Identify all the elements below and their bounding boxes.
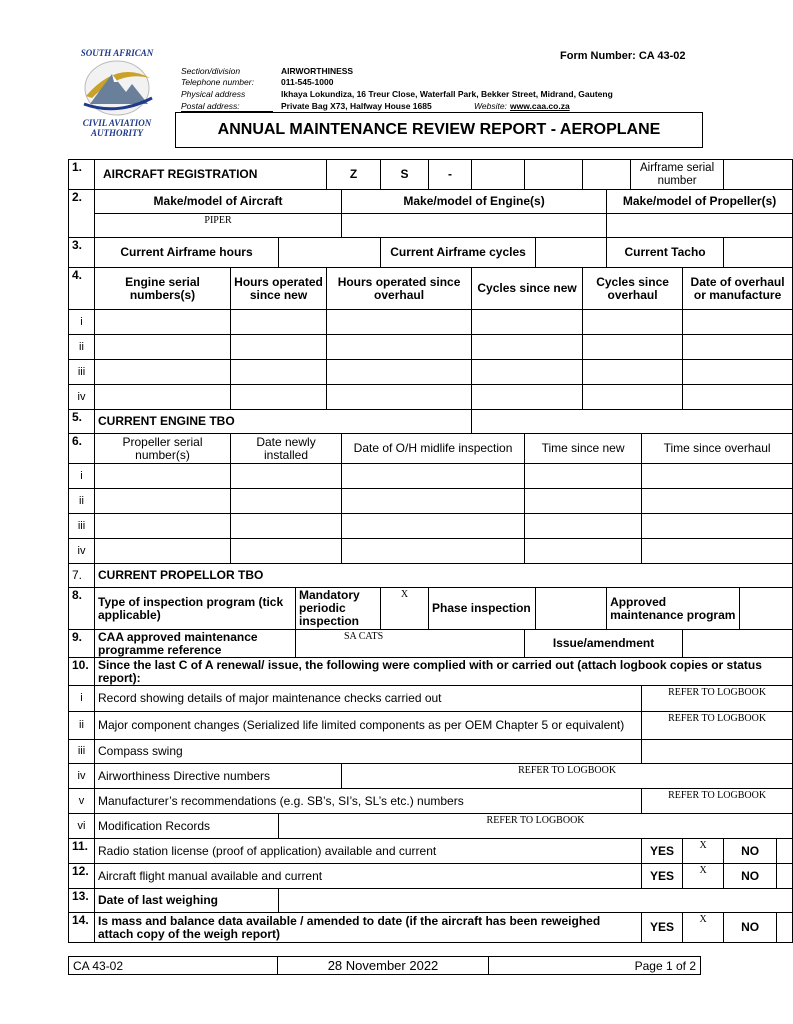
footer-date: 28 November 2022 — [278, 957, 489, 974]
compliance-row — [69, 712, 793, 740]
approved-program-label: Approved maintenance program — [607, 588, 740, 630]
compliance-item-text: Major component changes (Serialized life limited components as per OEM Chapter 5 or equivalent) — [95, 712, 642, 740]
engine-cell[interactable] — [683, 385, 793, 410]
row-num-13: 13. — [69, 889, 95, 913]
registration-s: S — [381, 160, 429, 190]
compliance-item-text: Airworthiness Directive numbers — [95, 764, 342, 789]
engine-row-num: iv — [69, 385, 95, 410]
compliance-item-value[interactable]: REFER TO LOGBOOK — [279, 814, 793, 839]
engine-tbo-label: CURRENT ENGINE TBO — [95, 410, 472, 434]
postal-value: Private Bag X73, Halfway House 1685 — [281, 101, 432, 111]
flight-manual-no-checkbox[interactable] — [777, 864, 793, 889]
airframe-hours-label: Current Airframe hours — [95, 238, 279, 268]
engine-hours-overhaul-header: Hours operated since overhaul — [327, 268, 472, 310]
propeller-cell[interactable] — [231, 539, 342, 564]
page-footer — [68, 956, 701, 975]
engine-cell[interactable] — [95, 360, 231, 385]
engine-cell[interactable] — [583, 310, 683, 335]
engine-date-overhaul-header: Date of overhaul or manufacture — [683, 268, 793, 310]
make-engine-label: Make/model of Engine(s) — [342, 190, 607, 214]
engine-cycles-new-header: Cycles since new — [472, 268, 583, 310]
make-propeller-field[interactable] — [607, 214, 793, 238]
propeller-cell[interactable] — [642, 514, 793, 539]
compliance-row-num: i — [69, 686, 95, 712]
issue-amendment-field[interactable] — [683, 630, 793, 658]
compliance-item-value[interactable]: REFER TO LOGBOOK — [642, 712, 793, 740]
propeller-cell[interactable] — [642, 464, 793, 489]
engine-row — [69, 310, 793, 335]
radio-license-yes-checkbox[interactable]: X — [683, 839, 724, 864]
compliance-row-num: iv — [69, 764, 95, 789]
compliance-intro-label: Since the last C of A renewal/ issue, the following were complied with or carried out (attach logbook copies or status report): — [95, 658, 793, 686]
approved-program-checkbox[interactable] — [740, 588, 793, 630]
prop-serial-header: Propeller serial number(s) — [95, 434, 231, 464]
registration-char-2[interactable] — [525, 160, 583, 190]
compliance-row — [69, 740, 793, 764]
row-num-1: 1. — [69, 160, 95, 190]
phase-inspection-checkbox[interactable] — [536, 588, 607, 630]
engine-cell[interactable] — [472, 310, 583, 335]
compliance-item-text: Modification Records — [95, 814, 279, 839]
compliance-item-value[interactable]: REFER TO LOGBOOK — [642, 789, 793, 814]
engine-cell[interactable] — [327, 335, 472, 360]
airframe-serial-label: Airframe serial number — [631, 160, 724, 190]
row-num-6: 6. — [69, 434, 95, 464]
compliance-row-num: v — [69, 789, 95, 814]
registration-dash: - — [429, 160, 472, 190]
inspection-type-label: Type of inspection program (tick applicable) — [95, 588, 296, 630]
mass-balance-no-label: NO — [724, 913, 777, 943]
mass-balance-yes-checkbox[interactable]: X — [683, 913, 724, 943]
compliance-row-num: iii — [69, 740, 95, 764]
propeller-cell[interactable] — [231, 464, 342, 489]
row-num-4: 4. — [69, 268, 95, 310]
mandatory-periodic-label: Mandatory periodic inspection — [296, 588, 381, 630]
phase-inspection-label: Phase inspection — [429, 588, 536, 630]
row-num-5: 5. — [69, 410, 95, 434]
review-form-table — [68, 159, 793, 943]
footer-page-number: Page 1 of 2 — [634, 958, 696, 973]
engine-cell[interactable] — [231, 335, 327, 360]
propeller-cell[interactable] — [342, 489, 525, 514]
propeller-cell[interactable] — [525, 489, 642, 514]
mass-balance-label: Is mass and balance data available / amended to date (if the aircraft has been reweighed attach copy of the weigh report) — [95, 913, 642, 943]
propeller-row — [69, 464, 793, 489]
compliance-row — [69, 789, 793, 814]
last-weighing-field[interactable] — [279, 889, 793, 913]
physical-value: Ikhaya Lokundiza, 16 Treur Close, Waterfall Park, Bekker Street, Midrand, Gauteng — [281, 89, 613, 99]
engine-tbo-field[interactable] — [472, 410, 793, 434]
prop-date-oh-header: Date of O/H midlife inspection — [342, 434, 525, 464]
propeller-cell[interactable] — [342, 539, 525, 564]
form-number: Form Number: CA 43-02 — [560, 50, 686, 62]
engine-cell[interactable] — [683, 335, 793, 360]
airframe-hours-field[interactable] — [279, 238, 381, 268]
engine-row-num: ii — [69, 335, 95, 360]
registration-char-3[interactable] — [583, 160, 631, 190]
compliance-item-value[interactable]: REFER TO LOGBOOK — [642, 686, 793, 712]
section-value: AIRWORTHINESS — [281, 66, 354, 76]
footer-form-code: CA 43-02 — [69, 957, 278, 974]
current-tacho-field[interactable] — [724, 238, 793, 268]
engine-cell[interactable] — [327, 385, 472, 410]
propeller-cell[interactable] — [525, 514, 642, 539]
airframe-serial-field[interactable] — [724, 160, 793, 190]
engine-cycles-overhaul-header: Cycles since overhaul — [583, 268, 683, 310]
make-aircraft-label: Make/model of Aircraft — [95, 190, 342, 214]
engine-cell[interactable] — [583, 335, 683, 360]
compliance-row — [69, 814, 793, 839]
org-name-middle: CIVIL AVIATION — [82, 118, 152, 128]
make-propeller-label: Make/model of Propeller(s) — [607, 190, 793, 214]
section-label: Section/division — [181, 66, 241, 76]
current-tacho-label: Current Tacho — [607, 238, 724, 268]
radio-license-no-checkbox[interactable] — [777, 839, 793, 864]
engine-hours-new-header: Hours operated since new — [231, 268, 327, 310]
compliance-row — [69, 764, 793, 789]
caa-reference-value[interactable]: SA CATS — [296, 630, 525, 658]
compliance-row-num: ii — [69, 712, 95, 740]
propeller-cell[interactable] — [231, 489, 342, 514]
mountain-emblem-icon — [72, 58, 162, 118]
propeller-row-num: iv — [69, 539, 95, 564]
website-link[interactable]: www.caa.co.za — [510, 101, 570, 111]
airframe-cycles-field[interactable] — [536, 238, 607, 268]
last-weighing-label: Date of last weighing — [95, 889, 279, 913]
compliance-item-text: Manufacturer’s recommendations (e.g. SB’s, SI’s, SL’s etc.) numbers — [95, 789, 642, 814]
flight-manual-yes-checkbox[interactable]: X — [683, 864, 724, 889]
website-label: Website: — [474, 101, 507, 111]
engine-cell[interactable] — [583, 360, 683, 385]
propeller-cell[interactable] — [95, 539, 231, 564]
flight-manual-label: Aircraft flight manual available and current — [95, 864, 642, 889]
phone-value: 011-545-1000 — [281, 77, 334, 87]
row-num-2: 2. — [69, 190, 95, 238]
compliance-row-num: vi — [69, 814, 95, 839]
flight-manual-yes-label: YES — [642, 864, 683, 889]
row-num-14: 14. — [69, 913, 95, 943]
mandatory-periodic-checkbox[interactable]: X — [381, 588, 429, 630]
row-num-7: 7. — [69, 564, 95, 588]
caa-logo — [72, 48, 162, 140]
row-num-10: 10. — [69, 658, 95, 686]
prop-time-overhaul-header: Time since overhaul — [642, 434, 793, 464]
org-name-bottom: AUTHORITY — [90, 128, 143, 138]
propeller-row — [69, 489, 793, 514]
propeller-cell[interactable] — [342, 514, 525, 539]
engine-row — [69, 335, 793, 360]
aircraft-registration-label: AIRCRAFT REGISTRATION — [95, 160, 327, 190]
caa-reference-label: CAA approved maintenance programme reference — [95, 630, 296, 658]
flight-manual-no-label: NO — [724, 864, 777, 889]
prop-time-new-header: Time since new — [525, 434, 642, 464]
propeller-row — [69, 539, 793, 564]
registration-z: Z — [327, 160, 381, 190]
propeller-cell[interactable] — [642, 539, 793, 564]
propeller-cell[interactable] — [231, 514, 342, 539]
row-num-3: 3. — [69, 238, 95, 268]
engine-cell[interactable] — [327, 310, 472, 335]
postal-label: Postal address: — [181, 101, 273, 112]
propeller-row-num: i — [69, 464, 95, 489]
propeller-cell[interactable] — [525, 464, 642, 489]
physical-label: Physical address — [181, 89, 246, 99]
radio-license-yes-label: YES — [642, 839, 683, 864]
make-aircraft-value[interactable]: PIPER — [95, 214, 342, 238]
propeller-row-num: iii — [69, 514, 95, 539]
issue-amendment-label: Issue/amendment — [525, 630, 683, 658]
propeller-tbo-label: CURRENT PROPELLOR TBO — [95, 564, 793, 588]
propeller-row-num: ii — [69, 489, 95, 514]
engine-cell[interactable] — [472, 385, 583, 410]
radio-license-label: Radio station license (proof of application) available and current — [95, 839, 642, 864]
engine-row — [69, 385, 793, 410]
propeller-cell[interactable] — [95, 464, 231, 489]
propeller-cell[interactable] — [95, 514, 231, 539]
propeller-cell[interactable] — [642, 489, 793, 514]
prop-date-installed-header: Date newly installed — [231, 434, 342, 464]
compliance-item-text: Compass swing — [95, 740, 642, 764]
engine-cell[interactable] — [231, 360, 327, 385]
engine-cell[interactable] — [95, 310, 231, 335]
compliance-item-value[interactable] — [642, 740, 793, 764]
engine-cell[interactable] — [231, 385, 327, 410]
engine-cell[interactable] — [472, 335, 583, 360]
propeller-cell[interactable] — [525, 539, 642, 564]
compliance-item-value[interactable]: REFER TO LOGBOOK — [342, 764, 793, 789]
org-name-top: SOUTH AFRICAN — [80, 48, 154, 58]
registration-char-1[interactable] — [472, 160, 525, 190]
engine-serial-header: Engine serial numbers(s) — [95, 268, 231, 310]
engine-cell[interactable] — [683, 360, 793, 385]
row-num-9: 9. — [69, 630, 95, 658]
mass-balance-no-checkbox[interactable] — [777, 913, 793, 943]
propeller-cell[interactable] — [342, 464, 525, 489]
engine-row-num: i — [69, 310, 95, 335]
engine-cell[interactable] — [95, 335, 231, 360]
engine-cell[interactable] — [583, 385, 683, 410]
engine-row — [69, 360, 793, 385]
propeller-row — [69, 514, 793, 539]
row-num-12: 12. — [69, 864, 95, 889]
row-num-11: 11. — [69, 839, 95, 864]
radio-license-no-label: NO — [724, 839, 777, 864]
engine-cell[interactable] — [95, 385, 231, 410]
row-num-8: 8. — [69, 588, 95, 630]
engine-row-num: iii — [69, 360, 95, 385]
engine-cell[interactable] — [683, 310, 793, 335]
make-engine-field[interactable] — [342, 214, 607, 238]
page-title: ANNUAL MAINTENANCE REVIEW REPORT - AEROPLANE — [175, 112, 703, 148]
compliance-row — [69, 686, 793, 712]
phone-label: Telephone number: — [181, 77, 254, 87]
propeller-cell[interactable] — [95, 489, 231, 514]
mass-balance-yes-label: YES — [642, 913, 683, 943]
engine-cell[interactable] — [472, 360, 583, 385]
engine-cell[interactable] — [231, 310, 327, 335]
compliance-item-text: Record showing details of major maintenance checks carried out — [95, 686, 642, 712]
engine-cell[interactable] — [327, 360, 472, 385]
airframe-cycles-label: Current Airframe cycles — [381, 238, 536, 268]
